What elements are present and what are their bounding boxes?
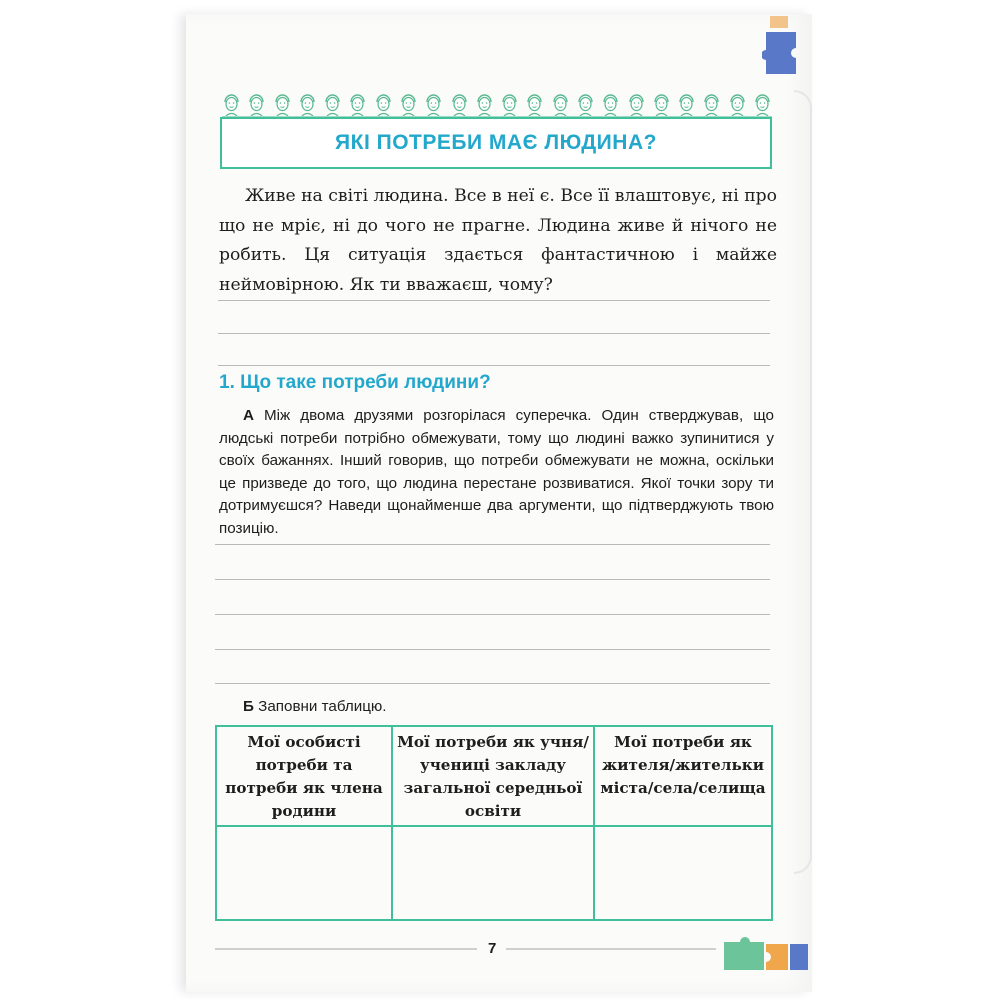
puzzle-pieces-icon <box>722 936 810 976</box>
answer-line[interactable] <box>218 300 770 301</box>
page-number: 7 <box>488 940 497 957</box>
task-b-letter: Б <box>243 698 254 715</box>
task-a-paragraph <box>219 405 774 541</box>
table-answer-cell[interactable] <box>392 826 594 920</box>
face-icon <box>652 92 671 116</box>
table-header-cell: Мої потреби як жителя/жительки міста/села/селища <box>594 726 772 826</box>
task-b-text: Заповни таблицю. <box>258 698 387 715</box>
face-icon <box>551 92 570 116</box>
intro-paragraph: Живе на світі людина. Все в неї є. Все її влаштовує, ні про що не мріє, ні до чого не прагне. Людина живе й нічого не робить. Ця ситуація здається фантастичною і майже неймовірною. Як ти вважаєш, чому? <box>219 186 777 295</box>
face-icon <box>298 92 317 116</box>
face-icon <box>601 92 620 116</box>
table-header-row <box>216 726 772 826</box>
face-icon <box>399 92 418 116</box>
face-icon <box>424 92 443 116</box>
face-icon <box>348 92 367 116</box>
section-title: 1. Що таке потреби людини? <box>219 372 491 393</box>
face-icon <box>576 92 595 116</box>
face-icon <box>525 92 544 116</box>
answer-line[interactable] <box>218 333 770 334</box>
answer-line[interactable] <box>215 683 770 684</box>
lesson-title-box <box>220 117 772 169</box>
face-icon <box>450 92 469 116</box>
table-row <box>216 826 772 920</box>
face-icon <box>273 92 292 116</box>
footer-line <box>506 948 716 950</box>
face-icon <box>702 92 721 116</box>
task-b-paragraph <box>243 698 387 715</box>
face-icon <box>677 92 696 116</box>
faces-border <box>222 88 772 118</box>
face-icon <box>323 92 342 116</box>
lesson-title: ЯКІ ПОТРЕБИ МАЄ ЛЮДИНА? <box>335 131 657 154</box>
task-a-letter: А <box>243 407 254 424</box>
face-icon <box>374 92 393 116</box>
footer-line <box>215 948 477 950</box>
face-icon <box>728 92 747 116</box>
face-icon <box>247 92 266 116</box>
answer-line[interactable] <box>218 365 770 366</box>
table-header-cell: Мої особисті потреби та потреби як члена родини <box>216 726 392 826</box>
answer-line[interactable] <box>215 579 770 580</box>
face-icon <box>475 92 494 116</box>
answer-line[interactable] <box>215 544 770 545</box>
face-icon <box>627 92 646 116</box>
page-edge <box>794 90 812 874</box>
table-answer-cell[interactable] <box>216 826 392 920</box>
answer-line[interactable] <box>215 649 770 650</box>
puzzle-icon <box>762 16 804 78</box>
table-answer-cell[interactable] <box>594 826 772 920</box>
needs-table <box>215 725 773 921</box>
face-icon <box>753 92 772 116</box>
face-icon <box>500 92 519 116</box>
answer-line[interactable] <box>215 614 770 615</box>
task-a-text: Між двома друзями розгорілася суперечка. Один стверджував, що людські потреби потрібно обмежувати, тому що людині важко зупинитися у своїх бажаннях. Інший говорив, що потреби обмежувати не можна, оскільки це призведе до того, що людина перестане розвиватися. Якої точки зору ти дотримуєшся? Наведи щонайменше два аргументи, що підтверджують твою позицію. <box>219 407 774 537</box>
table-header-cell: Мої потреби як учня/учениці закладу загальної середньої освіти <box>392 726 594 826</box>
face-icon <box>222 92 241 116</box>
